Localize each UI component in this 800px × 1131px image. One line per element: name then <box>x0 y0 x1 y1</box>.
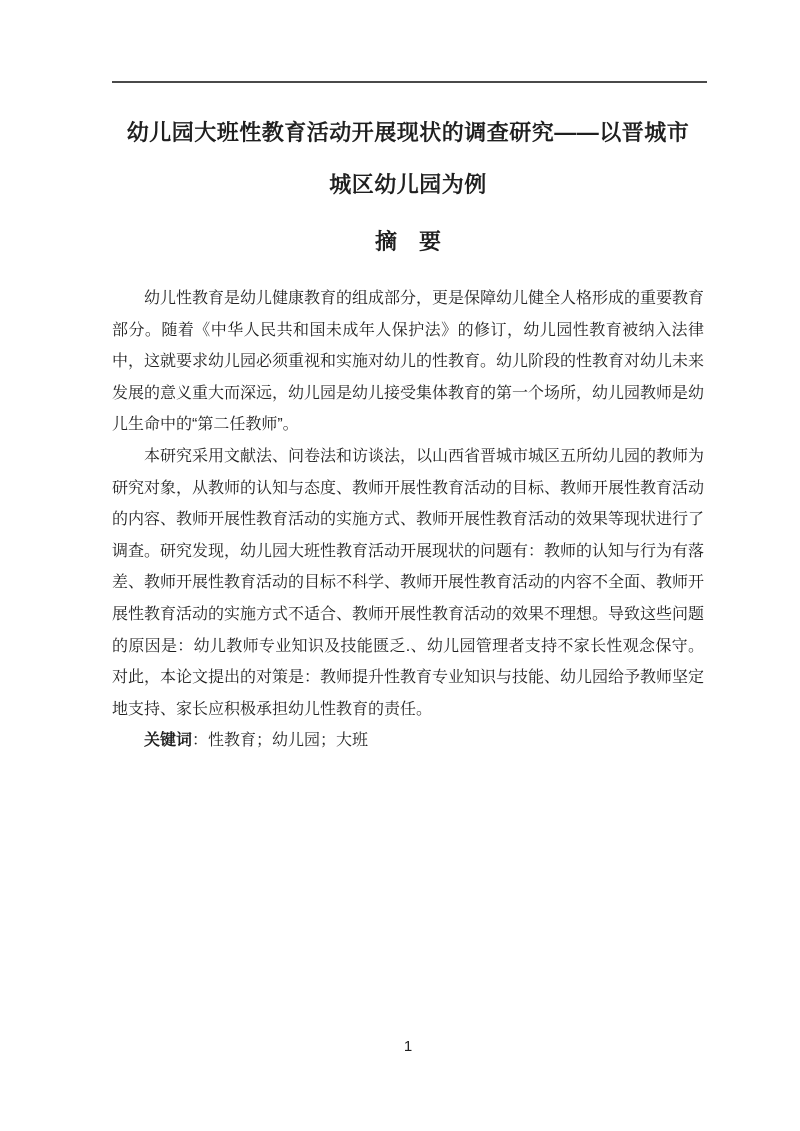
keywords-line <box>112 725 704 757</box>
abstract-paragraph-2: 本研究采用文献法、问卷法和访谈法，以山西省晋城市城区五所幼儿园的教师为研究对象，从教师的认知与态度、教师开展性教育活动的目标、教师开展性教育活动的内容、教师开展性教育活动的实施方式、教师开展性教育活动的效果等现状进行了调查。研究发现，幼儿园大班性教育活动开展现状的问题有：教师的认知与行为有落差、教师开展性教育活动的目标不科学、教师开展性教育活动的内容不全面、教师开展性教育活动的实施方式不适合、教师开展性教育活动的效果不理想。导致这些问题的原因是：幼儿教师专业知识及技能匮乏.、幼儿园管理者支持不家长性观念保守。对此，本论文提出的对策是：教师提升性教育专业知识与技能、幼儿园给予教师坚定地支持、家长应积极承担幼儿性教育的责任。 <box>112 447 705 718</box>
abstract-heading: 摘 要 <box>374 229 441 254</box>
title-line-2: 城区幼儿园为例 <box>329 172 487 197</box>
keywords-label: 关键词 <box>144 732 193 750</box>
header-divider <box>112 81 707 83</box>
page-number: 1 <box>403 1038 413 1055</box>
abstract-paragraph-1: 幼儿性教育是幼儿健康教育的组成部分，更是保障幼儿健全人格形成的重要教育部分。随着《中华人民共和国未成年人保护法》的修订，幼儿园性教育被纳入法律中，这就要求幼儿园必须重视和实施对幼儿的性教育。幼儿阶段的性教育对幼儿未来发展的意义重大而深远，幼儿园是幼儿接受集体教育的第一个场所，幼儿园教师是幼儿生命中的“第二任教师”。 <box>112 290 705 434</box>
page-content <box>112 0 704 757</box>
keywords-separator: ： <box>192 732 209 750</box>
title-line-1: 幼儿园大班性教育活动开展现状的调查研究——以晋城市 <box>126 120 690 145</box>
keywords-text: 性教育；幼儿园；大班 <box>208 732 369 750</box>
document-title <box>112 107 704 211</box>
